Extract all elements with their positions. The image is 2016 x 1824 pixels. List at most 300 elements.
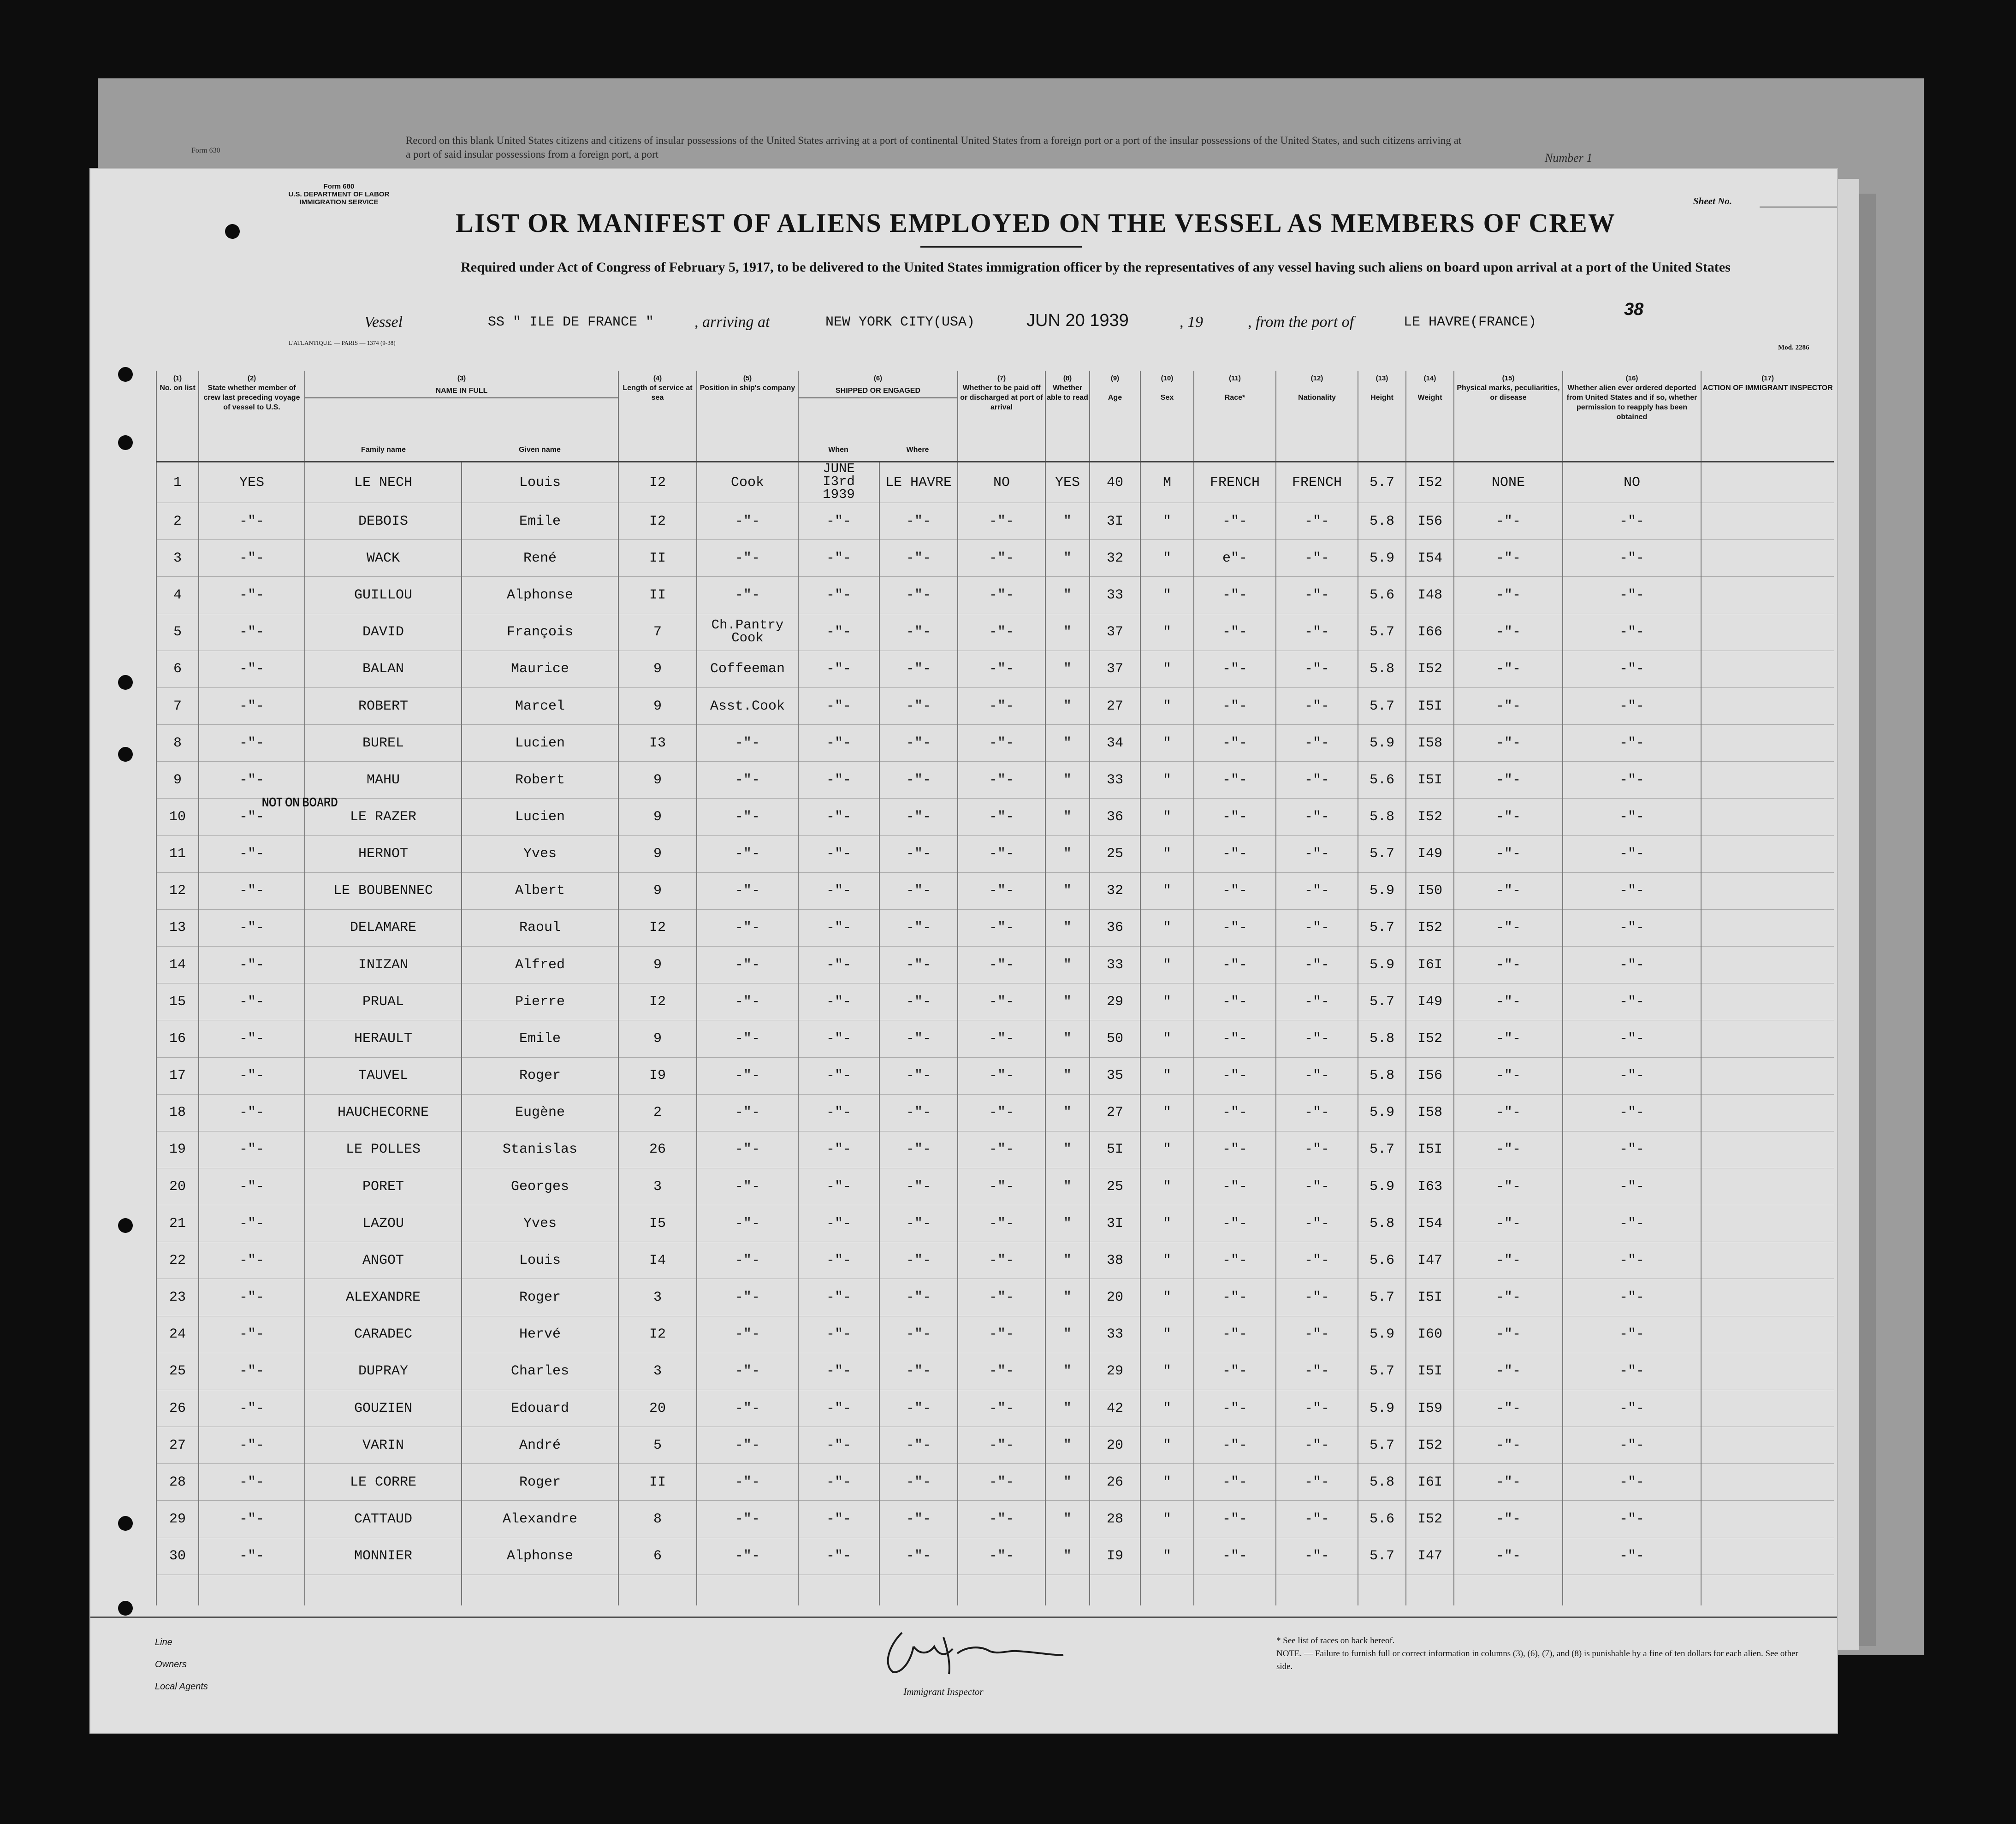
cell-family-name: GUILLOU [305,577,462,614]
cell-age: I9 [1090,1538,1140,1575]
cell-read: " [1045,799,1090,835]
cell-shipped-where: -"- [879,1390,958,1427]
cell-age: 40 [1090,462,1140,503]
cell-weight: I63 [1406,1168,1454,1205]
cell-shipped-when: -"- [798,762,879,799]
cell-shipped-when: -"- [798,540,879,577]
cell-deported: NO [1563,462,1701,503]
cell-sex: " [1140,799,1194,835]
cell-no: 2 [156,503,199,540]
cell-inspector-action [1701,872,1834,909]
cell-race: -"- [1194,1279,1276,1316]
cell-age: 27 [1090,687,1140,724]
cell-paid-off: -"- [958,983,1045,1020]
cell-read: " [1045,762,1090,799]
cell-physical-marks: -"- [1454,947,1563,983]
cell-physical-marks: -"- [1454,1057,1563,1094]
cell-shipped-when: -"- [798,1279,879,1316]
cell-height: 5.9 [1358,872,1406,909]
cell-nationality: -"- [1276,1205,1358,1242]
cell-height: 5.8 [1358,1057,1406,1094]
table-row [156,1464,1834,1501]
cell-nationality: -"- [1276,983,1358,1020]
cell-no: 3 [156,540,199,577]
cell-family-name: WACK [305,540,462,577]
cell-previous-voyage: -"- [199,1279,305,1316]
cell-no: 27 [156,1427,199,1464]
cell-deported: -"- [1563,577,1701,614]
cell-no: 1 [156,462,199,503]
cell-weight: I48 [1406,577,1454,614]
cell-service: I2 [618,503,697,540]
col-header-when: When [828,446,848,454]
cell-position: -"- [697,947,798,983]
cell-inspector-action [1701,577,1834,614]
cell-race: -"- [1194,614,1276,651]
cell-service: 9 [618,835,697,872]
cell-shipped-when: -"- [798,1057,879,1094]
cell-race: -"- [1194,909,1276,946]
cell-deported: -"- [1563,1094,1701,1131]
cell-previous-voyage: -"- [199,1131,305,1168]
cell-shipped-when: -"- [798,651,879,687]
cell-read: " [1045,1427,1090,1464]
cell-paid-off: -"- [958,1464,1045,1501]
cell-nationality: -"- [1276,1057,1358,1094]
manifest-sheet [90,169,1837,1733]
cell-inspector-action [1701,725,1834,762]
cell-race: -"- [1194,799,1276,835]
table-row [156,1427,1834,1464]
cell-paid-off: -"- [958,540,1045,577]
cell-previous-voyage: -"- [199,947,305,983]
cell-no: 25 [156,1353,199,1390]
cell-height: 5.7 [1358,462,1406,503]
cell-age: 5I [1090,1131,1140,1168]
cell-paid-off: -"- [958,1279,1045,1316]
table-row [156,614,1834,651]
cell-given-name: Alfred [462,947,618,983]
cell-sex: " [1140,503,1194,540]
cell-height: 5.7 [1358,1427,1406,1464]
table-row [156,1094,1834,1131]
cell-read: " [1045,1242,1090,1279]
cell-deported: -"- [1563,947,1701,983]
blank-cell [462,1575,618,1605]
cell-no: 11 [156,835,199,872]
blank-cell [156,1575,199,1605]
cell-inspector-action [1701,1464,1834,1501]
cell-shipped-when: -"- [798,1205,879,1242]
cell-sex: " [1140,1464,1194,1501]
cell-shipped-where: -"- [879,762,958,799]
cell-service: 3 [618,1168,697,1205]
cell-sex: " [1140,1168,1194,1205]
table-row [156,1538,1834,1575]
printer-imprint: L'ATLANTIQUE. — PARIS — 1374 (9-38) [289,339,396,346]
cell-paid-off: -"- [958,725,1045,762]
cell-deported: -"- [1563,1057,1701,1094]
cell-shipped-where: -"- [879,1057,958,1094]
cell-paid-off: -"- [958,1538,1045,1575]
cell-family-name: LE BOUBENNEC [305,872,462,909]
inspector-signature [870,1628,1068,1679]
cell-family-name: DEBOIS [305,503,462,540]
cell-sex: " [1140,1316,1194,1353]
col-header-weight: (14) Weight [1406,371,1454,462]
cell-sex: " [1140,1427,1194,1464]
cell-sex: " [1140,1094,1194,1131]
cell-physical-marks: -"- [1454,577,1563,614]
table-row [156,762,1834,799]
cell-inspector-action [1701,1131,1834,1168]
cell-inspector-action [1701,1094,1834,1131]
cell-no: 20 [156,1168,199,1205]
cell-race: -"- [1194,503,1276,540]
cell-inspector-action [1701,651,1834,687]
cell-physical-marks: -"- [1454,1242,1563,1279]
cell-family-name: MAHU [305,762,462,799]
cell-sex: M [1140,462,1194,503]
cell-previous-voyage: -"- [199,614,305,651]
cell-age: 34 [1090,725,1140,762]
line-label: Line [155,1637,172,1647]
cell-family-name: PORET [305,1168,462,1205]
cell-sex: " [1140,1279,1194,1316]
cell-deported: -"- [1563,725,1701,762]
cell-height: 5.6 [1358,1242,1406,1279]
cell-age: 20 [1090,1427,1140,1464]
table-row [156,462,1834,503]
cell-age: 25 [1090,835,1140,872]
cell-weight: I54 [1406,540,1454,577]
cell-physical-marks: -"- [1454,799,1563,835]
cell-deported: -"- [1563,799,1701,835]
cell-nationality: -"- [1276,947,1358,983]
cell-position: -"- [697,503,798,540]
cell-read: " [1045,1020,1090,1057]
cell-race: -"- [1194,651,1276,687]
cell-race: -"- [1194,1020,1276,1057]
cell-age: 20 [1090,1279,1140,1316]
cell-paid-off: -"- [958,762,1045,799]
blank-row [156,1575,1834,1605]
cell-service: 9 [618,799,697,835]
race-note: * See list of races on back hereof. [1276,1636,1395,1646]
table-row [156,725,1834,762]
cell-no: 4 [156,577,199,614]
cell-nationality: -"- [1276,725,1358,762]
cell-family-name: VARIN [305,1427,462,1464]
cell-height: 5.8 [1358,503,1406,540]
cell-family-name: HERNOT [305,835,462,872]
cell-family-name: ALEXANDRE [305,1279,462,1316]
cell-previous-voyage: -"- [199,1205,305,1242]
cell-age: 38 [1090,1242,1140,1279]
cell-height: 5.7 [1358,1131,1406,1168]
cell-weight: I6I [1406,1464,1454,1501]
cell-deported: -"- [1563,762,1701,799]
cell-weight: I5I [1406,687,1454,724]
cell-shipped-where: -"- [879,1205,958,1242]
cell-family-name: PRUAL [305,983,462,1020]
cell-position: -"- [697,1242,798,1279]
cell-shipped-when: -"- [798,1168,879,1205]
cell-read: " [1045,947,1090,983]
cell-service: 9 [618,762,697,799]
binder-hole [118,675,133,690]
table-row [156,651,1834,687]
cell-paid-off: -"- [958,1205,1045,1242]
cell-height: 5.8 [1358,651,1406,687]
cell-sex: " [1140,1538,1194,1575]
cell-shipped-where: -"- [879,1020,958,1057]
cell-sex: " [1140,540,1194,577]
cell-read: " [1045,651,1090,687]
cell-shipped-when: -"- [798,1464,879,1501]
cell-no: 16 [156,1020,199,1057]
cell-inspector-action [1701,799,1834,835]
cell-shipped-where: -"- [879,1316,958,1353]
form-line: IMMIGRATION SERVICE [299,198,379,206]
cell-race: -"- [1194,1205,1276,1242]
cell-race: -"- [1194,1353,1276,1390]
cell-height: 5.6 [1358,577,1406,614]
cell-age: 50 [1090,1020,1140,1057]
cell-race: -"- [1194,1168,1276,1205]
cell-physical-marks: -"- [1454,909,1563,946]
cell-height: 5.7 [1358,614,1406,651]
cell-given-name: Hervé [462,1316,618,1353]
cell-service: 3 [618,1353,697,1390]
cell-no: 24 [156,1316,199,1353]
arriving-label: , arriving at [694,314,770,331]
cell-read: " [1045,1168,1090,1205]
cell-paid-off: -"- [958,1020,1045,1057]
cell-service: I2 [618,462,697,503]
cell-nationality: -"- [1276,1020,1358,1057]
cell-previous-voyage: -"- [199,1390,305,1427]
cell-given-name: Emile [462,1020,618,1057]
cell-height: 5.7 [1358,1538,1406,1575]
cell-paid-off: -"- [958,1390,1045,1427]
manifest-title: LIST OR MANIFEST OF ALIENS EMPLOYED ON THE VESSEL AS MEMBERS OF CREW [456,208,1616,238]
cell-family-name: CATTAUD [305,1501,462,1538]
table-row [156,1057,1834,1094]
table-row [156,909,1834,946]
cell-race: -"- [1194,1538,1276,1575]
cell-read: YES [1045,462,1090,503]
cell-height: 5.9 [1358,1390,1406,1427]
cell-paid-off: -"- [958,1316,1045,1353]
cell-inspector-action [1701,540,1834,577]
cell-no: 14 [156,947,199,983]
cell-inspector-action [1701,983,1834,1020]
cell-shipped-when: -"- [798,687,879,724]
cell-race: -"- [1194,1316,1276,1353]
cell-physical-marks: -"- [1454,503,1563,540]
cell-family-name: HAUCHECORNE [305,1094,462,1131]
cell-family-name: DAVID [305,614,462,651]
sheet-no-label: Sheet No. [1693,195,1732,207]
cell-weight: I5I [1406,762,1454,799]
cell-given-name: Louis [462,1242,618,1279]
cell-race: -"- [1194,1094,1276,1131]
cell-height: 5.7 [1358,1353,1406,1390]
cell-weight: I58 [1406,725,1454,762]
cell-read: " [1045,725,1090,762]
cell-no: 26 [156,1390,199,1427]
cell-service: 9 [618,872,697,909]
cell-given-name: Alexandre [462,1501,618,1538]
cell-deported: -"- [1563,1242,1701,1279]
cell-read: " [1045,1464,1090,1501]
cell-service: I3 [618,725,697,762]
cell-nationality: -"- [1276,1390,1358,1427]
cell-position: -"- [697,835,798,872]
cell-shipped-when: -"- [798,725,879,762]
cell-nationality: -"- [1276,1538,1358,1575]
cell-family-name: LE RAZER [305,799,462,835]
cell-inspector-action [1701,909,1834,946]
cell-shipped-where: -"- [879,725,958,762]
cell-service: I5 [618,1205,697,1242]
cell-previous-voyage: -"- [199,651,305,687]
cell-physical-marks: -"- [1454,1131,1563,1168]
cell-given-name: Charles [462,1353,618,1390]
cell-age: 33 [1090,947,1140,983]
cell-height: 5.9 [1358,1316,1406,1353]
cell-shipped-when: -"- [798,1427,879,1464]
cell-shipped-when: -"- [798,1538,879,1575]
not-on-board-stamp: NOT ON BOARD [262,795,338,810]
cell-shipped-where: -"- [879,540,958,577]
cell-shipped-when: -"- [798,503,879,540]
col-header-race: (11) Race* [1194,371,1276,462]
cell-given-name: André [462,1427,618,1464]
cell-paid-off: -"- [958,909,1045,946]
cell-height: 5.9 [1358,1168,1406,1205]
cell-position: -"- [697,1205,798,1242]
cell-service: 9 [618,947,697,983]
cell-age: 27 [1090,1094,1140,1131]
blank-cell [1358,1575,1406,1605]
cell-deported: -"- [1563,1390,1701,1427]
cell-service: I2 [618,983,697,1020]
cell-position: -"- [697,1094,798,1131]
cell-given-name: Roger [462,1464,618,1501]
cell-height: 5.7 [1358,835,1406,872]
cell-height: 5.8 [1358,1205,1406,1242]
cell-position: -"- [697,1501,798,1538]
cell-shipped-when: -"- [798,872,879,909]
cell-inspector-action [1701,1168,1834,1205]
cell-race: -"- [1194,725,1276,762]
cell-sex: " [1140,725,1194,762]
col-header-age: (9) Age [1090,371,1140,462]
crew-manifest-table [156,371,1834,1605]
cell-position: -"- [697,577,798,614]
cell-shipped-where: -"- [879,872,958,909]
cell-weight: I6I [1406,947,1454,983]
cell-sex: " [1140,1242,1194,1279]
cell-given-name: Roger [462,1057,618,1094]
cell-sex: " [1140,947,1194,983]
cell-position: -"- [697,1131,798,1168]
cell-shipped-where: -"- [879,983,958,1020]
col-header-name: (3) NAME IN FULL Family name Given name [305,371,618,462]
cell-shipped-when: -"- [798,1501,879,1538]
cell-sex: " [1140,1057,1194,1094]
cell-service: I4 [618,1242,697,1279]
mod-number: Mod. 2286 [1778,344,1809,351]
col-header-inspector-action: (17) ACTION OF IMMIGRANT INSPECTOR [1701,371,1834,462]
cell-shipped-when: -"- [798,909,879,946]
cell-previous-voyage: -"- [199,1464,305,1501]
cell-inspector-action [1701,1427,1834,1464]
sheet-number: 38 [1624,300,1644,319]
cell-family-name: BUREL [305,725,462,762]
departure-port: LE HAVRE(FRANCE) [1404,314,1537,330]
cell-position: -"- [697,1464,798,1501]
cell-deported: -"- [1563,651,1701,687]
col-header-family-name: Family name [361,446,406,454]
cell-physical-marks: -"- [1454,1020,1563,1057]
cell-age: 33 [1090,762,1140,799]
cell-race: -"- [1194,1242,1276,1279]
cell-previous-voyage: YES [199,462,305,503]
col-header-shipped: (6) SHIPPED OR ENGAGED When Where [798,371,958,462]
cell-shipped-when: -"- [798,1353,879,1390]
cell-read: " [1045,835,1090,872]
cell-given-name: Alphonse [462,577,618,614]
cell-inspector-action [1701,1316,1834,1353]
col-header-position: (5) Position in ship's company [697,371,798,462]
cell-inspector-action [1701,1501,1834,1538]
cell-nationality: -"- [1276,1353,1358,1390]
cell-shipped-where: -"- [879,1131,958,1168]
cell-position: -"- [697,1020,798,1057]
cell-no: 30 [156,1538,199,1575]
cell-height: 5.8 [1358,799,1406,835]
cell-shipped-when: -"- [798,835,879,872]
title-rule [920,246,1082,248]
cell-physical-marks: -"- [1454,1464,1563,1501]
blank-cell [1140,1575,1194,1605]
cell-service: II [618,577,697,614]
cell-previous-voyage: -"- [199,1168,305,1205]
cell-read: " [1045,540,1090,577]
cell-no: 23 [156,1279,199,1316]
cell-race: -"- [1194,762,1276,799]
cell-nationality: -"- [1276,540,1358,577]
cell-position: -"- [697,1316,798,1353]
cell-family-name: GOUZIEN [305,1390,462,1427]
cell-sex: " [1140,1131,1194,1168]
blank-cell [618,1575,697,1605]
cell-service: 9 [618,1020,697,1057]
cell-sex: " [1140,651,1194,687]
cell-read: " [1045,1279,1090,1316]
underlying-sheet-text: Record on this blank United States citizens and citizens of insular possessions of the United States arriving at a port of continental United States from a foreign port or a port of the insular possessions of the United States, and such citizens arriving at a port of said insular possessions from a foreign port, a port [406,135,1462,160]
cell-shipped-where: LE HAVRE [879,462,958,503]
cell-age: 29 [1090,1353,1140,1390]
cell-age: 28 [1090,1501,1140,1538]
cell-sex: " [1140,1020,1194,1057]
blank-cell [1090,1575,1140,1605]
cell-family-name: BALAN [305,651,462,687]
cell-deported: -"- [1563,614,1701,651]
